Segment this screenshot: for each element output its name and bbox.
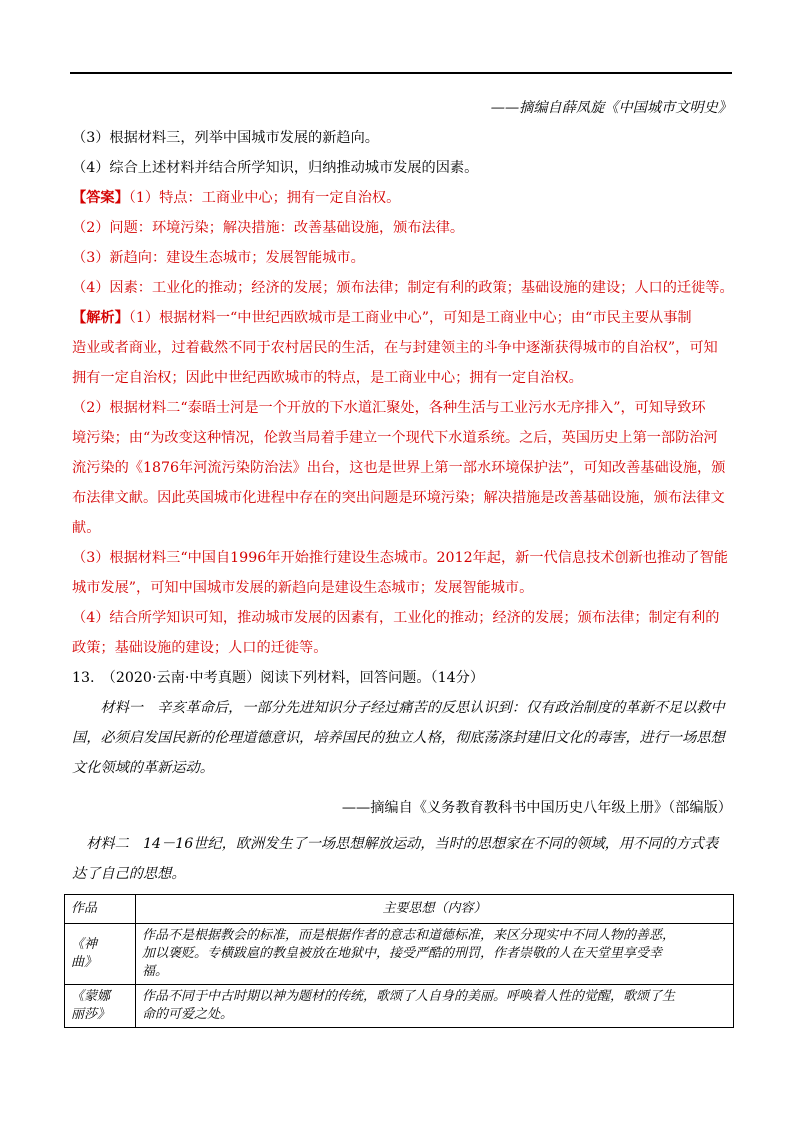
analysis-tag: 【解析】 (72, 310, 129, 326)
analysis-line: 造业或者商业，过着截然不同于农村居民的生活，在与封建领主的斗争中逐渐获得城市的自治权”，可知 (72, 340, 718, 356)
analysis-line: 【解析】（1）根据材料一“中世纪西欧城市是工商业中心”，可知是工商业中心；由“市民主要从事制 (72, 310, 692, 326)
answer-1: （1）特点：工商业中心；拥有一定自治权。 (128, 190, 401, 206)
source-citation: ——摘编自薛凤旋《中国城市文明史》 (490, 100, 732, 116)
analysis-line: 拥有一定自治权；因此中世纪西欧城市的特点，是工商业中心；拥有一定自治权。 (72, 370, 583, 386)
material-1-line: 文化领域的革新运动。 (72, 760, 214, 776)
cell-content: 作品不是根据教会的标准，而是根据作者的意志和道德标准，来区分现实中不同人物的善恶， 加以褒贬。专横跋扈的教皇被放在地狱中，接受严酷的刑罚，作者崇敬的人在天堂里享受幸 福。 (136, 924, 734, 985)
question-4: （4）综合上述材料并结合所学知识，归纳推动城市发展的因素。 (72, 160, 479, 176)
analysis-line: 城市发展”，可知中国城市发展的新趋向是建设生态城市；发展智能城市。 (72, 580, 534, 596)
analysis-line: （3）根据材料三“中国自1996年开始推行建设生态城市。2012年起，新一代信息技术创新也推动了智能 (72, 550, 728, 566)
material-1-line: 国，必须启发国民新的伦理道德意识，培养国民的独立人格，彻底荡涤封建旧文化的毒害，进行一场思想 (72, 730, 725, 746)
answer-3: （3）新趋向：建设生态城市；发展智能城市。 (72, 250, 365, 266)
question-13-heading: 13. （2020·云南·中考真题）阅读下列材料，回答问题。（14分） (72, 670, 485, 686)
analysis-line: 布法律文献。因此英国城市化进程中存在的突出问题是环境污染；解决措施是改善基础设施，颁布法律文 (72, 490, 725, 506)
answer-2: （2）问题：环境污染；解决措施：改善基础设施，颁布法律。 (72, 220, 465, 236)
material-2-line: 材料二 14－16世纪，欧洲发生了一场思想解放运动，当时的思想家在不同的领域，用不同的方式表 (72, 836, 719, 852)
material-1-line: 材料一 辛亥革命后，一部分先进知识分子经过痛苦的反思认识到：仅有政治制度的革新不足以救中 (72, 700, 725, 716)
analysis-line: （4）结合所学知识可知，推动城市发展的因素有，工业化的推动；经济的发展；颁布法律；制定有利的 (72, 610, 720, 626)
analysis-line: （2）根据材料二“泰晤士河是一个开放的下水道汇聚处，各种生活与工业污水无序排入”，可知导致环 (72, 400, 706, 416)
table-header-row (65, 895, 734, 924)
header-rule (70, 72, 732, 74)
cell-work: 《神 曲》 (65, 924, 136, 985)
material-2-line: 达了自己的思想。 (72, 866, 186, 882)
table-row (65, 924, 734, 985)
analysis-line: 境污染；由“为改变这种情况，伦敦当局着手建立一个现代下水道系统。之后，英国历史上第一部防治河 (72, 430, 718, 446)
analysis-line: 政策；基础设施的建设；人口的迁徙等。 (72, 640, 328, 656)
answer-tag: 【答案】 (72, 190, 129, 206)
analysis-line: 献。 (72, 520, 101, 536)
table-row (65, 985, 734, 1028)
header-work: 作品 (65, 895, 136, 924)
works-table (64, 894, 734, 1028)
answer-line-1 (72, 188, 732, 208)
answer-4: （4）因素：工业化的推动；经济的发展；颁布法律；制定有利的政策；基础设施的建设；人口的迁徙等。 (72, 280, 734, 296)
question-3: （3）根据材料三，列举中国城市发展的新趋向。 (72, 130, 379, 146)
material-1-source: ——摘编自《义务教育教科书中国历史八年级上册》（部编版） (341, 800, 732, 816)
analysis-line: 流污染的《1876年河流污染防治法》出台，这也是世界上第一部水环境保护法”，可知改善基础设施，颁 (72, 460, 726, 476)
cell-content: 作品不同于中古时期以神为题材的传统，歌颂了人自身的美丽。呼唤着人性的觉醒，歌颂了生 命的可爱之处。 (136, 985, 734, 1028)
header-content: 主要思想（内容） (136, 895, 734, 924)
cell-work: 《蒙娜 丽莎》 (65, 985, 136, 1028)
